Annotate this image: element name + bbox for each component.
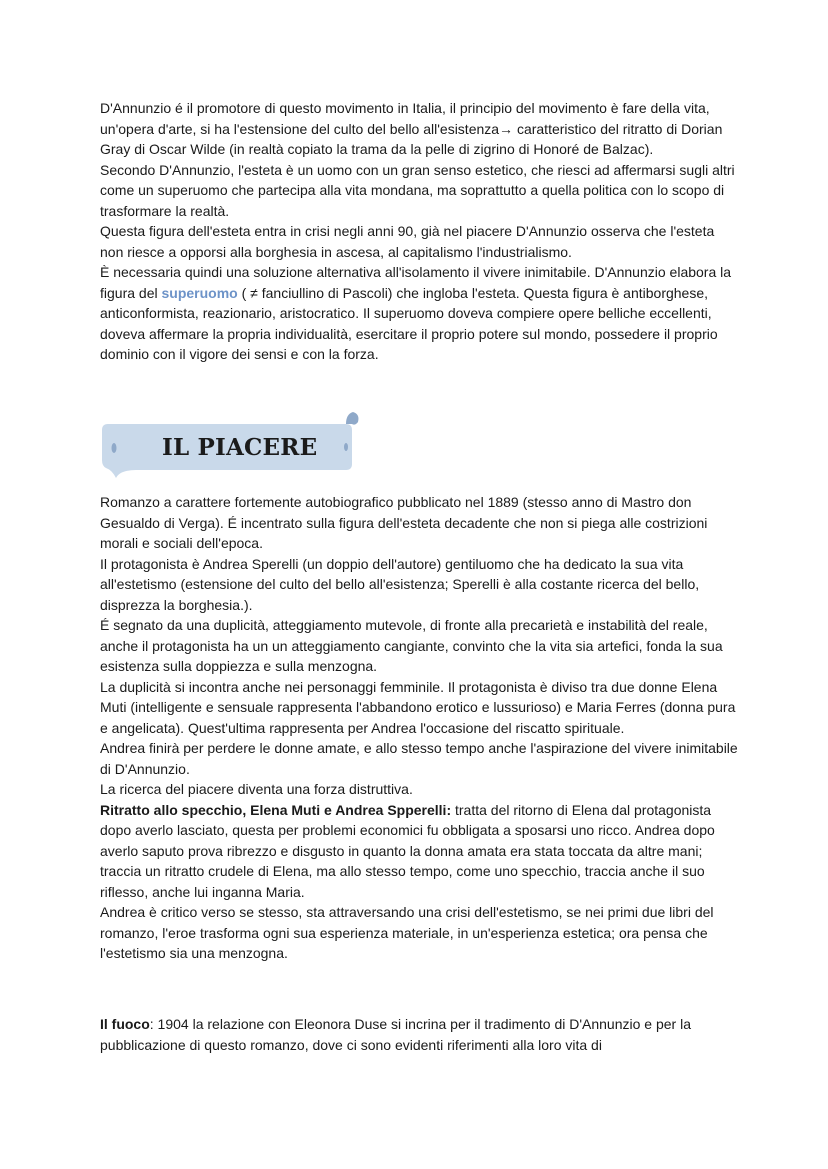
paragraph-text: : 1904 la relazione con Eleonora Duse si incrina per il tradimento di D'Annunzio e per la pubblicazione di questo romanzo, dove ci sono evidenti riferimenti alla loro vita di xyxy=(100,1016,691,1053)
paragraph: É segnato da una duplicità, atteggiamento mutevole, di fronte alla precarietà e instabilità del reale, anche il protagonista ha un un atteggiamento cangiante, convinto che la vita sia artefici, fonda la sua esistenza sulla doppiezza e sulla menzogna. xyxy=(100,617,723,674)
paragraph: La ricerca del piacere diventa una forza distruttiva. xyxy=(100,781,413,797)
paragraph: Secondo D'Annunzio, l'esteta è un uomo con un gran senso estetico, che riesci ad affermarsi sugli altri come un superuomo che partecipa alla vita mondana, ma soprattutto a quella politica con lo scopo di trasformare la realtà. xyxy=(100,161,735,219)
paragraph: D'Annunzio é il promotore di questo movimento in Italia, il principio del movimento è fare della vita, un'opera d'arte, si ha l'estensione del culto del bello all'esistenza→ caratteristico del ritratto di Dorian Gray di Oscar Wilde (in realtà copiato la trama da la pelle di zigrino di Honoré de Balzac). xyxy=(100,100,723,157)
paragraph: Andrea è critico verso se stesso, sta attraversando una crisi dell'estetismo, se nei primi due libri del romanzo, l'eroe trasforma ogni sua esperienza materiale, in un'esperienza estetica; ora pensa che l'estetismo sia una menzogna. xyxy=(100,904,714,961)
paragraph xyxy=(100,262,740,365)
paragraph-text: ( ≠ fanciullino di Pascoli) che ingloba l'esteta. Questa figura è antiborghese, anticonformista, reazionario, aristocratico. Il superuomo doveva compiere opere belliche eccellenti, doveva affermare la propria individualità, esercitare il proprio potere sul mondo, possedere il proprio dominio con il vigore dei sensi e con la forza. xyxy=(100,284,718,362)
paragraph: Romanzo a carattere fortemente autobiografico pubblicato nel 1889 (stesso anno di Mastro don Gesualdo di Verga). É incentrato sulla figura dell'esteta decadente che non si piega alle costrizioni morali e sociali dell'epoca. xyxy=(100,494,708,551)
intro-section xyxy=(100,98,740,365)
paragraph-text: tratta del ritorno di Elena dal protagonista dopo averlo lasciato, questa per problemi economici fu obbligata a sposarsi uno ricco. Andrea dopo averlo saputo prova ribrezzo e disgusto in quanto la donna amata era stata toccata da altre mani; traccia un ritratto crudele di Elena, ma allo stesso tempo, come uno specchio, traccia anche il suo riflesso, anche lui inganna Maria. xyxy=(100,801,715,900)
paragraph: Il protagonista è Andrea Sperelli (un doppio dell'autore) gentiluomo che ha dedicato la sua vita all'estetismo (estensione del culto del bello all'esistenza; Sperelli è alla costante ricerca del bello, disprezza la borghesia.). xyxy=(100,555,700,613)
paragraph: Andrea finirà per perdere le donne amate, e allo stesso tempo anche l'aspirazione del vivere inimitabile di D'Annunzio. xyxy=(100,740,738,777)
paragraph xyxy=(100,800,740,903)
paragraph: La duplicità si incontra anche nei personaggi femminile. Il protagonista è diviso tra due donne Elena Muti (intelligente e sensuale rappresenta l'abbandono erotico e lussurioso) e Maria Ferres (donna pura e angelicata). Quest'ultima rappresenta per Andrea l'occasione del riscatto spirituale. xyxy=(100,678,736,736)
paragraph-text: È necessaria quindi una soluzione alternativa all'isolamento il vivere inimitabile. D'Annunzio elabora la figura del xyxy=(100,264,732,301)
highlight-term: superuomo xyxy=(161,284,238,301)
paragraph xyxy=(100,1014,740,1055)
paragraph: Questa figura dell'esteta entra in crisi negli anni 90, già nel piacere D'Annunzio osserva che l'esteta non riesce a opporsi alla borghesia in ascesa, al capitalismo l'industrialismo. xyxy=(100,223,715,260)
fuoco-section xyxy=(100,1014,740,1055)
section-title: IL PIACERE xyxy=(162,434,318,461)
piacere-section xyxy=(100,492,740,964)
bold-heading: Ritratto allo specchio, Elena Muti e Andrea Spperelli: xyxy=(100,801,452,818)
bold-heading: Il fuoco xyxy=(100,1016,150,1032)
section-banner xyxy=(96,408,364,478)
